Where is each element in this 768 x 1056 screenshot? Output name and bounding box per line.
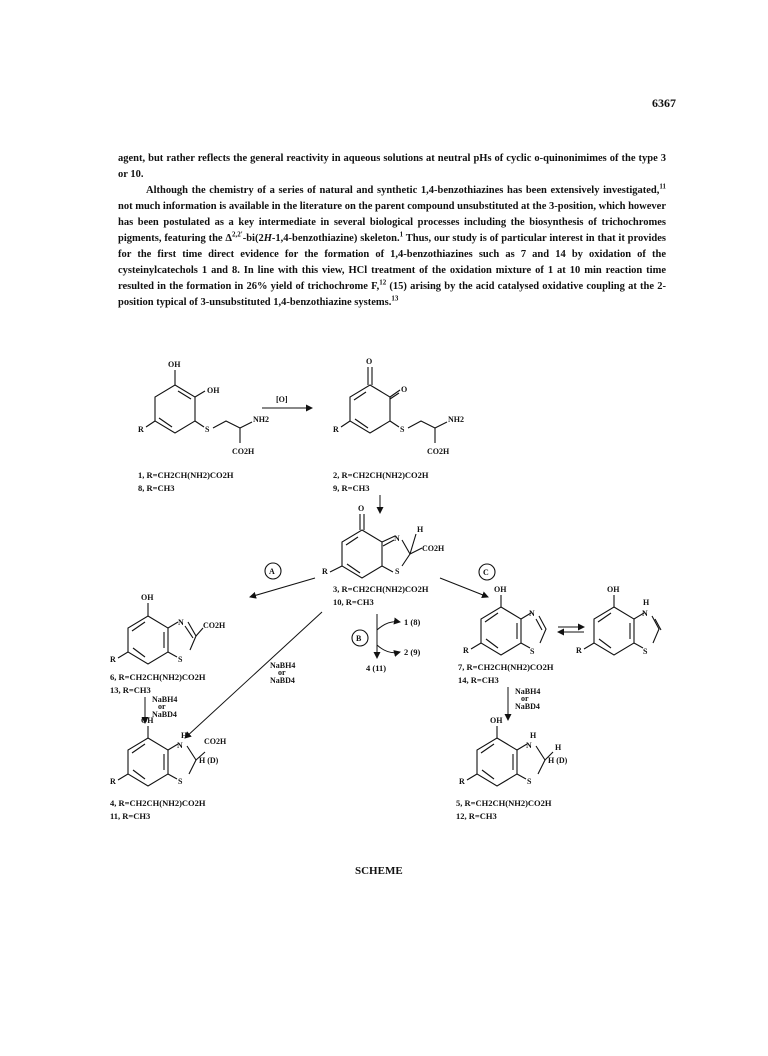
atom-s: S <box>178 777 183 786</box>
atom-r: R <box>110 777 116 786</box>
atom-oh: OH <box>168 360 181 369</box>
para2-text-f: (15) arising by the acid catalysed oxidative coupling at the 2-position typical of 3-unsubstituted 1,4-benzothiazine systems. <box>118 281 666 308</box>
atom-r: R <box>463 646 469 655</box>
label-compound-7: 7, R=CH2CH(NH2)CO2H <box>458 662 554 672</box>
route-b-product-2: 2 (9) <box>404 647 421 657</box>
label-compound-6: 6, R=CH2CH(NH2)CO2H <box>110 672 206 682</box>
atom-s: S <box>527 777 532 786</box>
para2-text-a: Although the chemistry of a series of natural and synthetic 1,4-benzothiazines has been extensively investigated, <box>146 185 660 196</box>
atom-r: R <box>322 567 328 576</box>
ref-12: 12 <box>379 278 387 287</box>
page-number: 6367 <box>652 96 676 110</box>
oxidation-label: [O] <box>276 395 288 404</box>
structure-compound-1 <box>138 360 269 456</box>
atom-h: H <box>417 525 424 534</box>
atom-oh: OH <box>141 716 154 725</box>
atom-h: H <box>530 731 537 740</box>
atom-co2h: CO2H <box>422 544 445 553</box>
reductant-or: or <box>158 702 166 711</box>
structure-compound-5 <box>459 716 568 786</box>
label-compound-12: 12, R=CH3 <box>456 811 497 821</box>
route-b-product-4: 4 (11) <box>366 663 387 673</box>
reductant-nabh4: NaBH4 <box>152 695 178 704</box>
atom-co2h: CO2H <box>427 447 450 456</box>
structure-compound-4 <box>110 716 227 786</box>
reductant-nabd4: NaBD4 <box>270 676 295 685</box>
reductant-nabd4: NaBD4 <box>515 702 540 711</box>
reductant-or: or <box>521 694 529 703</box>
label-compound-14: 14, R=CH3 <box>458 675 499 685</box>
atom-r: R <box>576 646 582 655</box>
route-a-arrow <box>250 578 315 597</box>
atom-s: S <box>395 567 400 576</box>
atom-h-d: H (D) <box>548 756 568 765</box>
atom-oh: OH <box>494 585 507 594</box>
scheme-caption: SCHEME <box>355 865 403 877</box>
label-compound-1: 1, R=CH2CH(NH2)CO2H <box>138 470 234 480</box>
atom-s: S <box>178 655 183 664</box>
atom-s: S <box>400 425 405 434</box>
label-compound-10: 10, R=CH3 <box>333 597 374 607</box>
paragraph-1: agent, but rather reflects the general reactivity in aqueous solutions at neutral pHs of cyclic o-quinonimimes of the type 3 or 10. <box>118 153 666 180</box>
reductant-or: or <box>278 668 286 677</box>
atom-n: N <box>526 741 532 750</box>
arrow-3-to-4 <box>185 612 322 738</box>
structure-compound-3 <box>322 504 445 578</box>
structure-compound-7 <box>463 585 546 656</box>
atom-n: N <box>177 741 183 750</box>
route-b-product-1: 1 (8) <box>404 617 421 627</box>
delta-superscript: 2,2' <box>232 230 243 239</box>
atom-oh: OH <box>607 585 620 594</box>
route-c-letter: C <box>483 568 489 577</box>
atom-h: H <box>181 731 188 740</box>
atom-nh2: NH2 <box>253 415 269 424</box>
atom-oh: OH <box>141 593 154 602</box>
route-a-letter: A <box>269 567 275 576</box>
label-compound-5: 5, R=CH2CH(NH2)CO2H <box>456 798 552 808</box>
structure-compound-2 <box>333 357 464 456</box>
atom-s: S <box>205 425 210 434</box>
para2-text-b: not much information is available in the literature on the parent compound unsubstituted at the 3-position, which however has been postulated as a key intermediate in several biological processes including the biosynthesis of trichochromes pigments, featuring the Δ <box>118 201 666 244</box>
reductant-nabd4: NaBD4 <box>152 710 177 719</box>
label-compound-3: 3, R=CH2CH(NH2)CO2H <box>333 584 429 594</box>
ref-1: 1 <box>399 230 404 239</box>
reductant-nabh4: NaBH4 <box>270 661 296 670</box>
route-b-branch-2 <box>377 645 400 653</box>
atom-o: O <box>366 357 373 366</box>
atom-oh: OH <box>490 716 503 725</box>
route-b-letter: B <box>356 634 362 643</box>
reductant-nabh4: NaBH4 <box>515 687 541 696</box>
atom-h: H <box>643 598 650 607</box>
atom-n: N <box>529 609 535 618</box>
atom-r: R <box>110 655 116 664</box>
label-compound-11: 11, R=CH3 <box>110 811 151 821</box>
label-compound-13: 13, R=CH3 <box>110 685 151 695</box>
para2-italic-h: H <box>263 233 272 244</box>
para2-text-d: -1,4-benzothiazine) skeleton. <box>271 233 400 244</box>
para2-text-c: -bi(2 <box>242 233 264 244</box>
atom-n: N <box>642 609 648 618</box>
atom-nh2: NH2 <box>448 415 464 424</box>
atom-oh: OH <box>207 386 220 395</box>
atom-s: S <box>530 647 535 656</box>
atom-s: S <box>643 647 648 656</box>
atom-h: H <box>555 743 562 752</box>
atom-r: R <box>333 425 339 434</box>
route-c-arrow <box>440 578 488 597</box>
label-compound-8: 8, R=CH3 <box>138 483 175 493</box>
atom-r: R <box>138 425 144 434</box>
label-compound-4: 4, R=CH2CH(NH2)CO2H <box>110 798 206 808</box>
structure-compound-6 <box>110 593 226 664</box>
atom-n: N <box>178 618 184 627</box>
route-b-branch-1 <box>377 622 400 630</box>
atom-co2h: CO2H <box>203 621 226 630</box>
atom-h-d: H (D) <box>199 756 219 765</box>
atom-o: O <box>358 504 365 513</box>
atom-r: R <box>459 777 465 786</box>
atom-n: N <box>394 534 400 543</box>
atom-co2h: CO2H <box>204 737 227 746</box>
ref-11: 11 <box>659 182 666 191</box>
atom-co2h: CO2H <box>232 447 255 456</box>
label-compound-9: 9, R=CH3 <box>333 483 370 493</box>
label-compound-2: 2, R=CH2CH(NH2)CO2H <box>333 470 429 480</box>
atom-o: O <box>401 385 408 394</box>
structure-compound-7-tautomer <box>576 585 661 656</box>
ref-13: 13 <box>391 294 399 303</box>
para2-text-e: Thus, our study is of particular interest in that it provides for the first time direct evidence for the formation of 1,4-benzothiazines such as 7 and 14 by oxidation of the cysteinylcatechols 1 and 8. In line with this view, HCl treatment of the oxidation mixture of 1 at 10 min reaction time resulted in the formation in 26% yield of trichochrome F, <box>118 233 666 292</box>
